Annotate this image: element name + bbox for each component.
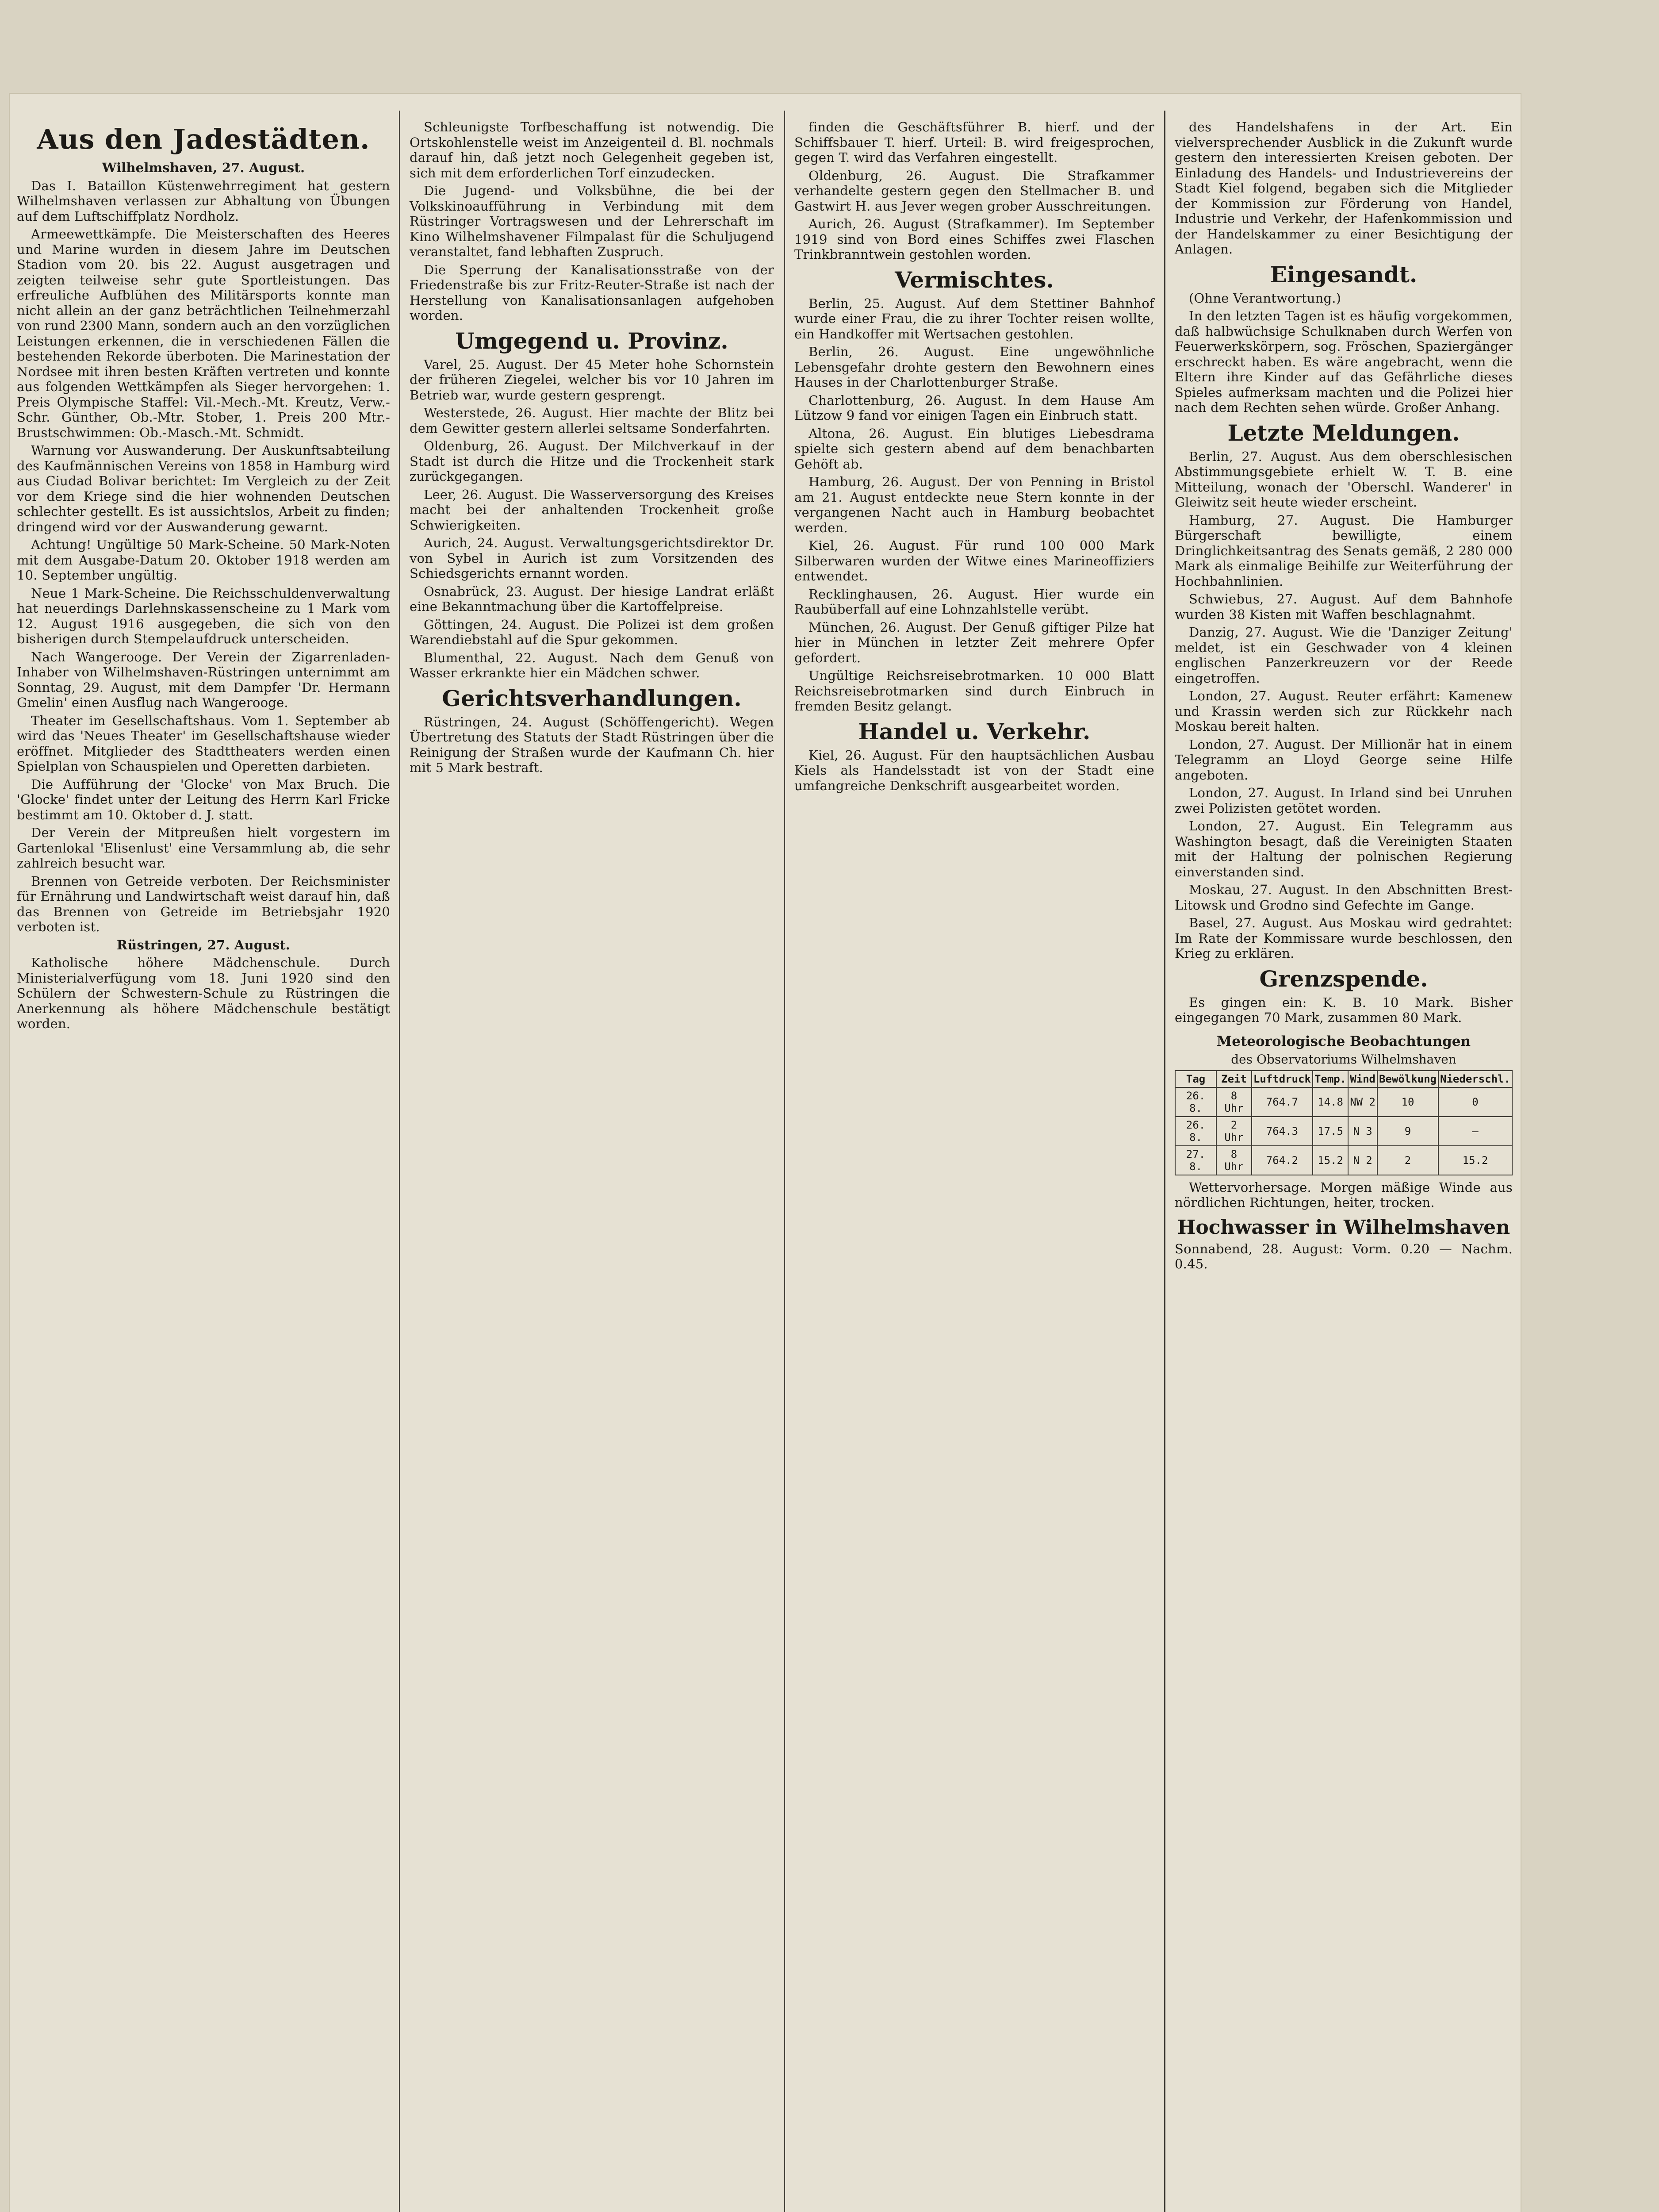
article-paragraph: finden die Geschäftsführer B. hierf. und der Schiffsbauer T. hierf. Urteil: B. wird freigesprochen, gegen T. wird das Verfahren eingestellt. — [794, 119, 1154, 165]
article-paragraph: Achtung! Ungültige 50 Mark-Scheine. 50 Mark-Noten mit dem Ausgabe-Datum 20. Oktober 1918 werden am 10. September ungültig. — [17, 537, 390, 583]
article-paragraph: Brennen von Getreide verboten. Der Reichsminister für Ernährung und Landwirtschaft weist darauf hin, daß das Brennen von Getreide im Betriebsjahr 1920 verboten ist. — [17, 873, 390, 934]
section-note: (Ohne Verantwortung.) — [1189, 290, 1341, 306]
table-cell: 8 Uhr — [1216, 1146, 1252, 1175]
table-header: Zeit — [1216, 1071, 1252, 1087]
article-paragraph: London, 27. August. Ein Telegramm aus Washington besagt, daß die Vereinigten Staaten mit der Haltung der polnischen Regierung einverstanden sind. — [1175, 818, 1513, 879]
section-heading-jadestaedte: Aus den Jadestädten. — [37, 123, 370, 155]
article-paragraph: Schleunigste Torfbeschaffung ist notwendig. Die Ortskohlenstelle weist im Anzeigenteil d. Bl. nochmals darauf hin, daß jetzt noch Gelegenheit gegeben ist, sich mit dem erforderlichen Torf einzudecken. — [410, 119, 774, 180]
table-cell: 10 — [1377, 1087, 1438, 1117]
article-paragraph: Altona, 26. August. Ein blutiges Liebesdrama spielte sich gestern abend auf dem benachbarten Gehöft ab. — [794, 426, 1154, 472]
article-paragraph: Es gingen ein: K. B. 10 Mark. Bisher eingegangen 70 Mark, zusammen 80 Mark. — [1175, 995, 1513, 1025]
table-cell: 15.2 — [1438, 1146, 1512, 1175]
article-paragraph: Charlottenburg, 26. August. In dem Hause Am Lützow 9 fand vor einigen Tagen ein Einbruch statt. — [794, 392, 1154, 423]
table-cell: 764.7 — [1252, 1087, 1313, 1117]
article-paragraph: Die Aufführung der 'Glocke' von Max Bruch. Die 'Glocke' findet unter der Leitung des Herrn Karl Fricke bestimmt am 10. Oktober d. J. statt. — [17, 776, 390, 822]
article-paragraph: London, 27. August. In Irland sind bei Unruhen zwei Polizisten getötet worden. — [1175, 785, 1513, 816]
newspaper-page — [9, 93, 1521, 2212]
table-cell: 26. 8. — [1175, 1087, 1216, 1117]
column-rule — [399, 111, 400, 2212]
column-rule — [784, 111, 785, 2212]
article-paragraph: Katholische höhere Mädchenschule. Durch Ministerialverfügung vom 18. Juni 1920 sind den Schülern der Schwestern-Schule zu Rüstringen die Anerkennung als höhere Mädchenschule bestätigt worden. — [17, 955, 390, 1031]
column-2 — [402, 119, 782, 2212]
article-paragraph: Göttingen, 24. August. Die Polizei ist dem großen Warendiebstahl auf die Spur gekommen. — [410, 617, 774, 647]
article-paragraph: Hamburg, 26. August. Der von Penning in Bristol am 21. August entdeckte neue Stern konnte in der vergangenen Nacht auch in Hamburg beobachtet werden. — [794, 474, 1154, 535]
table-cell: — — [1438, 1117, 1512, 1146]
article-paragraph: Rüstringen, 24. August (Schöffengericht). Wegen Übertretung des Statuts der Stadt Rüstringen über die Reinigung der Straßen wurde der Kaufmann Ch. hier mit 5 Mark bestraft. — [410, 714, 774, 775]
article-paragraph: Hamburg, 27. August. Die Hamburger Bürgerschaft bewilligte, einem Dringlichkeitsantrag des Senats gemäß, 2 280 000 Mark als einmalige Beihilfe zur Weiterführung der Hochbahnlinien. — [1175, 512, 1513, 589]
article-paragraph: Aurich, 26. August (Strafkammer). Im September 1919 sind von Bord eines Schiffes zwei Flaschen Trinkbranntwein gestohlen worden. — [794, 216, 1154, 262]
table-cell: NW 2 — [1348, 1087, 1377, 1117]
table-header: Niederschl. — [1438, 1071, 1512, 1087]
table-cell: N 3 — [1348, 1117, 1377, 1146]
article-paragraph: Leer, 26. August. Die Wasserversorgung des Kreises macht bei der anhaltenden Trockenheit große Schwierigkeiten. — [410, 487, 774, 533]
section-heading-grenzspende: Grenzspende. — [1259, 965, 1428, 992]
article-paragraph: Oldenburg, 26. August. Der Milchverkauf in der Stadt ist durch die Hitze und die Trockenheit stark zurückgegangen. — [410, 438, 774, 484]
table-header: Bewölkung — [1377, 1071, 1438, 1087]
article-paragraph: Moskau, 27. August. In den Abschnitten Brest-Litowsk und Grodno sind Gefechte im Gange. — [1175, 882, 1513, 913]
article-paragraph: Die Jugend- und Volksbühne, die bei der Volkskinoaufführung in Verbindung mit dem Rüstringer Vortragswesen und der Lehrerschaft im Kino Wilhelmshavener Filmpalast für die Schuljugend veranstaltet, fand lebhaften Zuspruch. — [410, 183, 774, 259]
article-paragraph: Berlin, 25. August. Auf dem Stettiner Bahnhof wurde einer Frau, die zu ihrer Tochter reisen wollte, ein Handkoffer mit Wertsachen gestohlen. — [794, 296, 1154, 342]
article-paragraph: Das I. Bataillon Küstenwehrregiment hat gestern Wilhelmshaven verlassen zur Abhaltung von Übungen auf dem Luftschiffplatz Nordholz. — [17, 178, 390, 224]
article-paragraph: Warnung vor Auswanderung. Der Auskunftsabteilung des Kaufmännischen Vereins von 1858 in Hamburg wird aus Ciudad Bolivar berichtet: Im Vergleich zu der Zeit vor dem Kriege sind die hier wohnenden Deutschen schlechter gestellt. Es ist aussichtslos, Arbeit zu finden; dringend wird vor der Auswanderung gewarnt. — [17, 443, 390, 534]
section-heading-handel: Handel u. Verkehr. — [858, 718, 1091, 745]
article-paragraph: Armeewettkämpfe. Die Meisterschaften des Heeres und Marine wurden in diesem Jahre im Deutschen Stadion vom 20. bis 22. August ausgetragen und zeigten teilweise sehr gute Sportleistungen. Das erfreuliche Aufblühen des Militärsports konnte man nicht allein an der ganz beträchtlichen Teilnehmerzahl von rund 2300 Mann, sondern auch an den vorzüglichen Leistungen erkennen, die in verschiedenen Fällen die bestehenden Rekorde überboten. Die Marinestation der Nordsee mit ihren besten Kräften vertreten und konnte aus folgenden Wettkämpfen als Sieger hervorgehen: 1. Preis Olympische Staffel: Vil.-Mech.-Mt. Kreutz, Verw.-Schr. Günther, Ob.-Mtr. Stober, 1. Preis 200 Mtr.-Brustschwimmen: Ob.-Masch.-Mt. Schmidt. — [17, 227, 390, 440]
table-cell: 14.8 — [1313, 1087, 1348, 1117]
article-paragraph: Basel, 27. August. Aus Moskau wird gedrahtet: Im Rate der Kommissare wurde beschlossen, den Krieg zu erklären. — [1175, 915, 1513, 961]
table-cell: 764.2 — [1252, 1146, 1313, 1175]
high-water-title: Hochwasser in Wilhelmshaven — [1177, 1216, 1510, 1239]
section-heading-umgegend: Umgegend u. Provinz. — [455, 327, 728, 354]
article-paragraph: London, 27. August. Der Millionär hat in einem Telegramm an Lloyd George seine Hilfe angeboten. — [1175, 737, 1513, 783]
article-paragraph: Schwiebus, 27. August. Auf dem Bahnhofe wurden 38 Kisten mit Waffen beschlagnahmt. — [1175, 591, 1513, 622]
column-1 — [9, 119, 398, 2212]
column-4 — [1167, 119, 1521, 2212]
article-paragraph: Kiel, 26. August. Für den hauptsächlichen Ausbau Kiels als Handelsstadt ist von der Stadt eine umfangreiche Denkschrift ausgearbeitet worden. — [794, 747, 1154, 793]
article-paragraph: Westerstede, 26. August. Hier machte der Blitz bei dem Gewitter gestern allerlei seltsame Sonderfahrten. — [410, 405, 774, 436]
table-row — [1175, 1087, 1512, 1117]
article-paragraph: Oldenburg, 26. August. Die Strafkammer verhandelte gestern gegen den Stellmacher B. und Gastwirt H. aus Jever wegen grober Ausschreitungen. — [794, 168, 1154, 214]
table-cell: 27. 8. — [1175, 1146, 1216, 1175]
column-rule — [1164, 111, 1165, 2212]
article-paragraph: des Handelshafens in der Art. Ein vielversprechender Ausblick in die Zukunft wurde gestern den interessierten Kreisen geboten. Der Einladung des Handels- und Industrievereins der Stadt Kiel folgend, begaben sich die Mitglieder der Kommission zur Förderung von Handel, Industrie und Verkehr, der Hafenkommission und der Handelskammer zu einer Besichtigung der Anlagen. — [1175, 119, 1513, 257]
table-header-row — [1175, 1071, 1512, 1087]
article-paragraph: Varel, 25. August. Der 45 Meter hohe Schornstein der früheren Ziegelei, welcher bis vor 10 Jahren im Betrieb war, wurde gestern gesprengt. — [410, 357, 774, 403]
section-heading-gericht: Gerichtsverhandlungen. — [442, 685, 742, 711]
weather-table-title: Meteorologische Beobachtungen — [1216, 1033, 1471, 1049]
table-cell: 764.3 — [1252, 1117, 1313, 1146]
article-paragraph: Recklinghausen, 26. August. Hier wurde ein Raubüberfall auf eine Lohnzahlstelle verübt. — [794, 586, 1154, 617]
table-header: Wind — [1348, 1071, 1377, 1087]
table-cell: 15.2 — [1313, 1146, 1348, 1175]
article-paragraph: Theater im Gesellschaftshaus. Vom 1. September ab wird das 'Neues Theater' im Gesellschaftshause wieder eröffnet. Mitglieder des Stadttheaters werden einen Spielplan von Schauspielen und Operetten darbieten. — [17, 713, 390, 774]
dateline: Rüstringen, 27. August. — [116, 937, 291, 952]
section-heading-eingesandt: Eingesandt. — [1270, 261, 1418, 288]
weather-table — [1175, 1070, 1513, 1175]
table-cell: 17.5 — [1313, 1117, 1348, 1146]
article-paragraph: Kiel, 26. August. Für rund 100 000 Mark Silberwaren wurden der Witwe eines Marineoffiziers entwendet. — [794, 538, 1154, 584]
table-cell: 8 Uhr — [1216, 1087, 1252, 1117]
article-paragraph: Osnabrück, 23. August. Der hiesige Landrat erläßt eine Bekanntmachung über die Kartoffelpreise. — [410, 584, 774, 614]
column-3 — [786, 119, 1162, 2212]
section-heading-vermischtes: Vermischtes. — [895, 266, 1054, 293]
high-water-times: Sonnabend, 28. August: Vorm. 0.20 — Nachm. 0.45. — [1175, 1241, 1513, 1271]
article-paragraph: London, 27. August. Reuter erfährt: Kamenew und Krassin werden sich zur Rückkehr nach Moskau bereit halten. — [1175, 688, 1513, 734]
article-paragraph: Ungültige Reichsreisebrotmarken. 10 000 Blatt Reichsreisebrotmarken sind durch Einbruch in fremden Besitz gelangt. — [794, 668, 1154, 714]
table-row — [1175, 1146, 1512, 1175]
article-paragraph: Neue 1 Mark-Scheine. Die Reichsschuldenverwaltung hat neuerdings Darlehnskassenscheine zu 1 Mark vom 12. August 1916 ausgegeben, die sich von den bisherigen durch Stempelaufdruck unterscheiden. — [17, 585, 390, 646]
weather-forecast: Wettervorhersage. Morgen mäßige Winde aus nördlichen Richtungen, heiter, trocken. — [1175, 1179, 1513, 1210]
table-header: Temp. — [1313, 1071, 1348, 1087]
table-cell: N 2 — [1348, 1146, 1377, 1175]
article-paragraph: Der Verein der Mitpreußen hielt vorgestern im Gartenlokal 'Elisenlust' eine Versammlung ab, die sehr zahlreich besucht war. — [17, 825, 390, 871]
article-paragraph: Blumenthal, 22. August. Nach dem Genuß von Wasser erkrankte hier ein Mädchen schwer. — [410, 650, 774, 680]
article-paragraph: Berlin, 26. August. Eine ungewöhnliche Lebensgefahr drohte gestern den Bewohnern eines Hauses in der Charlottenburger Straße. — [794, 344, 1154, 390]
section-heading-letzte-meldungen: Letzte Meldungen. — [1227, 419, 1460, 446]
article-paragraph: München, 26. August. Der Genuß giftiger Pilze hat hier in München in letzter Zeit mehrere Opfer gefordert. — [794, 619, 1154, 665]
article-paragraph: In den letzten Tagen ist es häufig vorgekommen, daß halbwüchsige Schulknaben durch Werfen von Feuerwerkskörpern, sog. Fröschen, Spaziergänger erschreckt haben. Es wäre angebracht, wenn die Eltern ihre Kinder auf das Gefährliche dieses Spieles aufmerksam machten und die Polizei hier nach dem Rechten sehen würde. Großer Anhang. — [1175, 308, 1513, 415]
table-header: Luftdruck — [1252, 1071, 1313, 1087]
weather-table-subtitle: des Observatoriums Wilhelmshaven — [1231, 1052, 1456, 1067]
table-cell: 26. 8. — [1175, 1117, 1216, 1146]
article-paragraph: Aurich, 24. August. Verwaltungsgerichtsdirektor Dr. von Sybel in Aurich ist zum Vorsitzenden des Schiedsgerichts ernannt worden. — [410, 535, 774, 581]
table-row — [1175, 1117, 1512, 1146]
table-cell: 9 — [1377, 1117, 1438, 1146]
article-paragraph: Die Sperrung der Kanalisationsstraße von der Friedenstraße bis zur Fritz-Reuter-Straße ist nach der Herstellung von Kanalisationsanlagen aufgehoben worden. — [410, 262, 774, 323]
table-cell: 0 — [1438, 1087, 1512, 1117]
article-paragraph: Danzig, 27. August. Wie die 'Danziger Zeitung' meldet, ist ein Geschwader von 4 kleinen englischen Panzerkreuzern vor der Reede eingetroffen. — [1175, 625, 1513, 686]
article-paragraph: Berlin, 27. August. Aus dem oberschlesischen Abstimmungsgebiete erhielt W. T. B. eine Mitteilung, wonach der 'Oberschl. Wanderer' in Gleiwitz seit heute wieder erscheint. — [1175, 449, 1513, 510]
article-paragraph: Nach Wangerooge. Der Verein der Zigarrenladen-Inhaber von Wilhelmshaven-Rüstringen unternimmt am Sonntag, 29. August, mit dem Dampfer 'Dr. Hermann Gmelin' einen Ausflug nach Wangerooge. — [17, 649, 390, 710]
dateline: Wilhelmshaven, 27. August. — [102, 160, 305, 175]
table-cell: 2 — [1377, 1146, 1438, 1175]
table-header: Tag — [1175, 1071, 1216, 1087]
table-cell: 2 Uhr — [1216, 1117, 1252, 1146]
